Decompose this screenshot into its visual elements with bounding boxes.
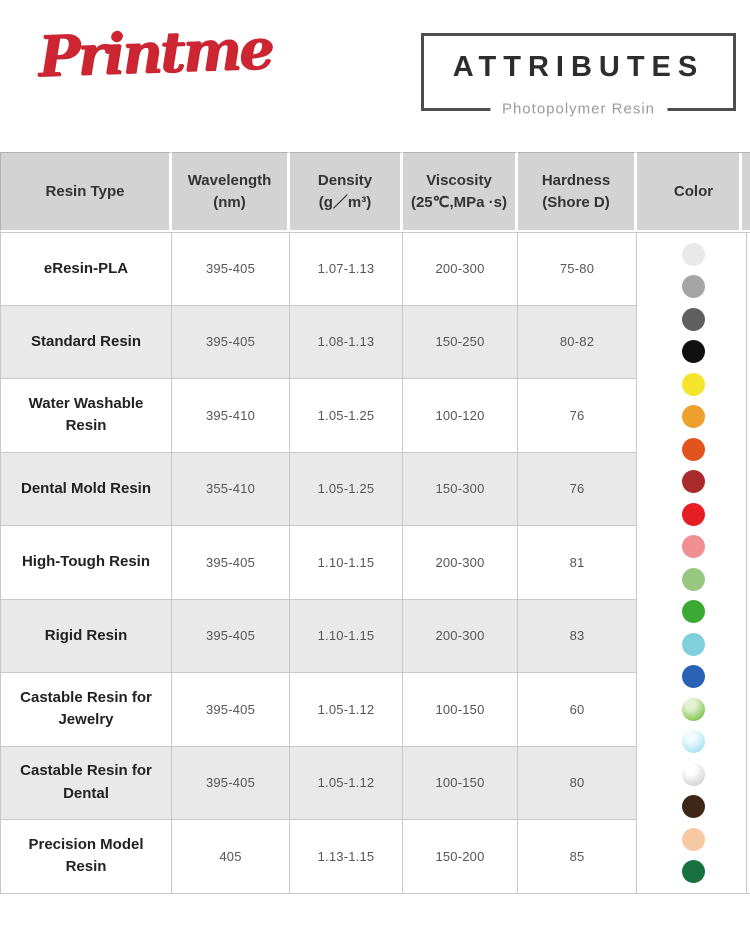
cell-density: 1.13-1.15	[290, 820, 403, 894]
color-swatch-dark-green	[682, 860, 705, 883]
color-swatch-red-orange	[682, 438, 705, 461]
column-header-wavelength	[172, 152, 290, 232]
column-sublabel: (g／m³)	[318, 193, 372, 211]
page-header	[0, 0, 750, 152]
cell-hardness: 75-80	[518, 232, 637, 306]
cell-resin-type: Dental Mold Resin	[0, 453, 172, 527]
color-swatch-dark-gray	[682, 308, 705, 331]
cell-density: 1.10-1.15	[290, 526, 403, 600]
column-header-viscosity	[403, 152, 518, 232]
cell-viscosity: 100-150	[403, 747, 518, 821]
column-label: Viscosity	[426, 171, 492, 189]
color-swatch-light-gray	[682, 243, 705, 266]
color-swatch-yellow	[682, 373, 705, 396]
cell-resin-type: Standard Resin	[0, 306, 172, 380]
column-sublabel: (25℃,MPa ·s)	[410, 193, 508, 211]
column-header-hardness	[518, 152, 637, 232]
cell-wavelength: 405	[172, 820, 290, 894]
color-swatch-blue	[682, 665, 705, 688]
column-label: Color	[673, 182, 714, 200]
color-swatch-glossy-cyan	[682, 730, 705, 753]
column-header-resin-type	[0, 152, 172, 232]
column-header-density	[290, 152, 403, 232]
attributes-subtitle: Photopolymer Resin	[490, 100, 667, 117]
cell-hardness: 80-82	[518, 306, 637, 380]
cell-hardness: 80	[518, 747, 637, 821]
cell-wavelength: 395-405	[172, 673, 290, 747]
cell-density: 1.07-1.13	[290, 232, 403, 306]
cell-wavelength: 355-410	[172, 453, 290, 527]
color-swatch-dark-red	[682, 470, 705, 493]
cell-wavelength: 395-405	[172, 232, 290, 306]
cell-hardness: 81	[518, 526, 637, 600]
cell-viscosity: 200-300	[403, 526, 518, 600]
color-swatch-light-green	[682, 568, 705, 591]
cell-density: 1.08-1.13	[290, 306, 403, 380]
cell-density: 1.05-1.12	[290, 747, 403, 821]
color-swatch-column	[637, 232, 750, 894]
cell-hardness: 76	[518, 379, 637, 453]
brand-logo: Printme	[36, 15, 273, 91]
cell-viscosity: 150-200	[403, 820, 518, 894]
cell-hardness: 83	[518, 600, 637, 674]
cell-viscosity: 150-300	[403, 453, 518, 527]
cell-viscosity: 100-150	[403, 673, 518, 747]
cell-density: 1.10-1.15	[290, 600, 403, 674]
cell-viscosity: 200-300	[403, 600, 518, 674]
column-label: Hardness	[541, 171, 611, 189]
column-header-color	[637, 152, 750, 232]
cell-hardness: 60	[518, 673, 637, 747]
column-label: Density	[317, 171, 373, 189]
color-swatch-dark-brown	[682, 795, 705, 818]
color-swatch-black	[682, 340, 705, 363]
cell-density: 1.05-1.25	[290, 379, 403, 453]
cell-hardness: 76	[518, 453, 637, 527]
color-swatch-light-blue	[682, 633, 705, 656]
color-swatch-red	[682, 503, 705, 526]
column-label: Wavelength	[187, 171, 272, 189]
cell-viscosity: 200-300	[403, 232, 518, 306]
attributes-title: ATTRIBUTES	[452, 51, 705, 83]
cell-resin-type: High-Tough Resin	[0, 526, 172, 600]
cell-resin-type: Castable Resin for Dental	[0, 747, 172, 821]
color-swatch-glossy-green	[682, 698, 705, 721]
color-swatch-gray	[682, 275, 705, 298]
cell-resin-type: Water Washable Resin	[0, 379, 172, 453]
column-label: Resin Type	[45, 182, 125, 200]
cell-resin-type: Precision Model Resin	[0, 820, 172, 894]
cell-viscosity: 150-250	[403, 306, 518, 380]
cell-resin-type: Rigid Resin	[0, 600, 172, 674]
cell-resin-type: eResin-PLA	[0, 232, 172, 306]
column-sublabel: (Shore D)	[542, 193, 610, 211]
cell-density: 1.05-1.12	[290, 673, 403, 747]
color-swatch-green	[682, 600, 705, 623]
cell-wavelength: 395-410	[172, 379, 290, 453]
cell-wavelength: 395-405	[172, 306, 290, 380]
cell-wavelength: 395-405	[172, 600, 290, 674]
cell-wavelength: 395-405	[172, 747, 290, 821]
cell-density: 1.05-1.25	[290, 453, 403, 527]
color-swatch-peach	[682, 828, 705, 851]
cell-resin-type: Castable Resin for Jewelry	[0, 673, 172, 747]
color-swatch-pink	[682, 535, 705, 558]
color-swatch-glossy-clear	[682, 763, 705, 786]
cell-viscosity: 100-120	[403, 379, 518, 453]
cell-hardness: 85	[518, 820, 637, 894]
cell-wavelength: 395-405	[172, 526, 290, 600]
attributes-box	[421, 33, 736, 118]
column-sublabel: (nm)	[213, 193, 246, 211]
color-swatch-orange	[682, 405, 705, 428]
resin-attributes-table	[0, 152, 750, 894]
